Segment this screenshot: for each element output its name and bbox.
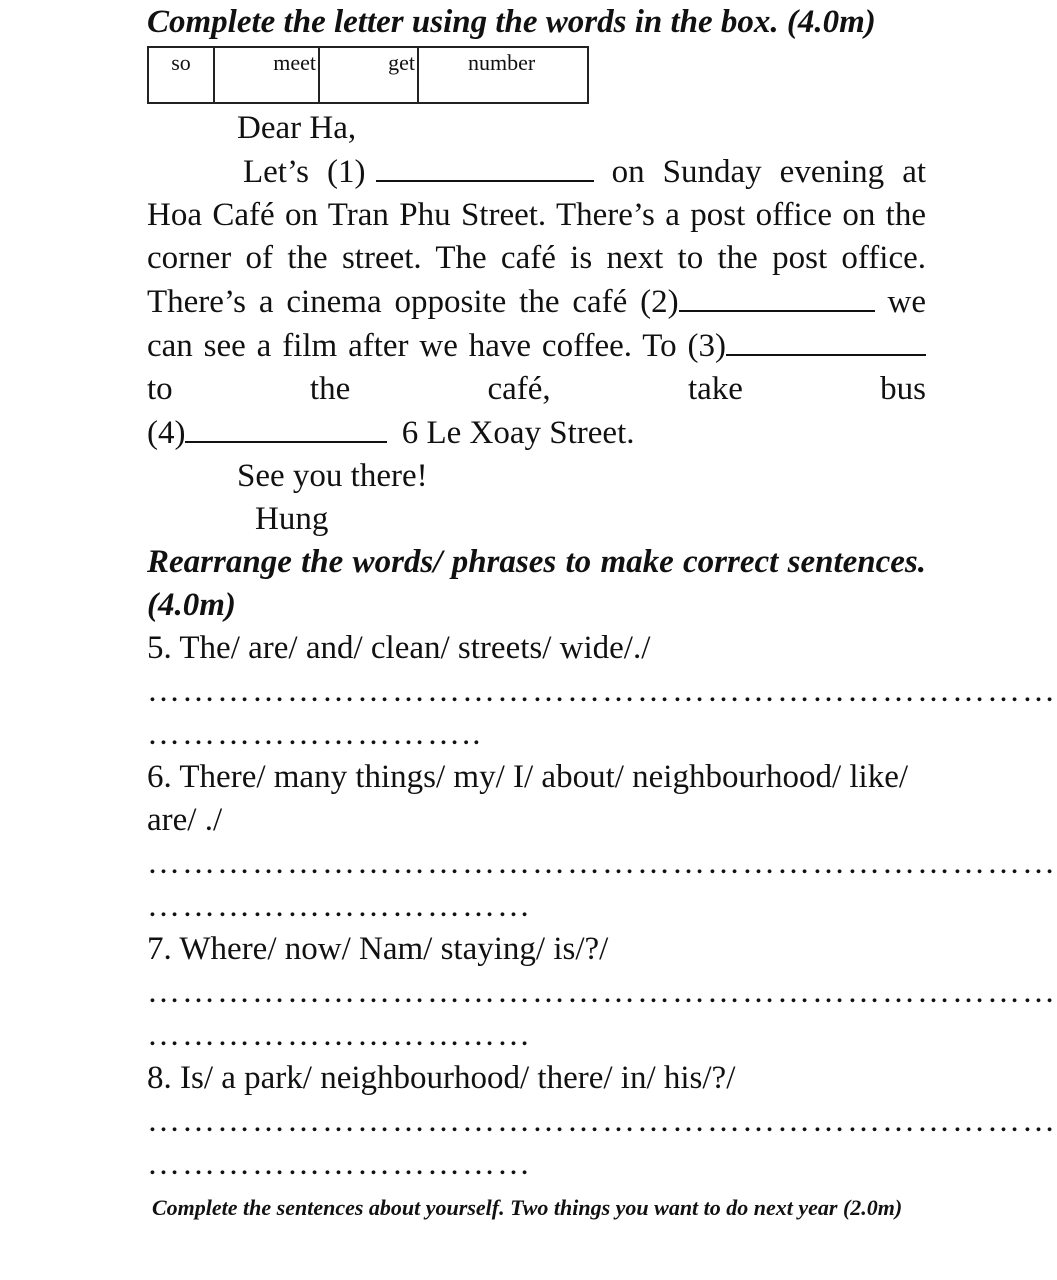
blank-4[interactable] — [185, 411, 387, 443]
answer-line[interactable]: …………………………………………………………………… — [147, 673, 1057, 709]
letter-paragraph — [147, 150, 926, 411]
letter-text: Let’s (1) — [243, 154, 366, 190]
question-7: 7. Where/ now/ Nam/ staying/ is/?/ — [147, 931, 609, 967]
letter-text: 6 Le Xoay Street. — [401, 415, 635, 451]
letter-text: we can see a film after we have coffee. To (3) — [147, 284, 927, 364]
question-8: 8. Is/ a park/ neighbourhood/ there/ in/ his/?/ — [147, 1060, 736, 1096]
letter-text: (4) — [147, 415, 186, 451]
letter-signature: Hung — [255, 501, 329, 537]
answer-line[interactable]: …………………………… — [147, 1017, 532, 1053]
blank-3[interactable] — [726, 324, 926, 356]
answer-line[interactable]: …………………………………………………………………… — [147, 974, 1057, 1010]
question-list — [147, 627, 1057, 1186]
section1-title: Complete the letter using the words in the box. (4.0m) — [147, 4, 876, 40]
section3-title: Complete the sentences about yourself. Two things you want to do next year (2.0m) — [152, 1195, 903, 1220]
answer-line[interactable]: ……………………….. — [147, 716, 483, 752]
worksheet-page — [147, 0, 1057, 1221]
answer-line[interactable]: …………………………… — [147, 1146, 532, 1182]
word-box-item: get — [320, 48, 419, 102]
word-box — [147, 46, 589, 104]
letter-text: to the café, take bus — [147, 371, 926, 407]
word-box-item: meet — [215, 48, 320, 102]
section2-title: Rearrange the words/ phrases to make correct sentences. (4.0m) — [147, 544, 926, 623]
letter — [147, 107, 926, 541]
word-box-item: so — [149, 48, 215, 102]
letter-closing: See you there! — [237, 458, 428, 494]
answer-line[interactable]: …………………………… — [147, 888, 532, 924]
question-5: 5. The/ are/ and/ clean/ streets/ wide/./ — [147, 630, 651, 666]
letter-line — [147, 411, 926, 455]
letter-salutation: Dear Ha, — [237, 110, 357, 146]
answer-line[interactable]: …………………………………………………………………… — [147, 1103, 1057, 1139]
word-box-item: number — [468, 50, 536, 75]
blank-1[interactable] — [376, 150, 594, 182]
answer-line[interactable]: …………………………………………………………………… — [147, 845, 1057, 881]
question-6: 6. There/ many things/ my/ I/ about/ neighbourhood/ like/ are/ ./ — [147, 759, 909, 838]
letter-text: (2) — [640, 284, 679, 320]
blank-2[interactable] — [679, 280, 875, 312]
letter-text: on Sunday evening at Hoa Café on Tran Phu Street. There’s a post office on the corner of the street. The café is next to the post office. There’s a cinema opposite the café — [147, 154, 927, 320]
